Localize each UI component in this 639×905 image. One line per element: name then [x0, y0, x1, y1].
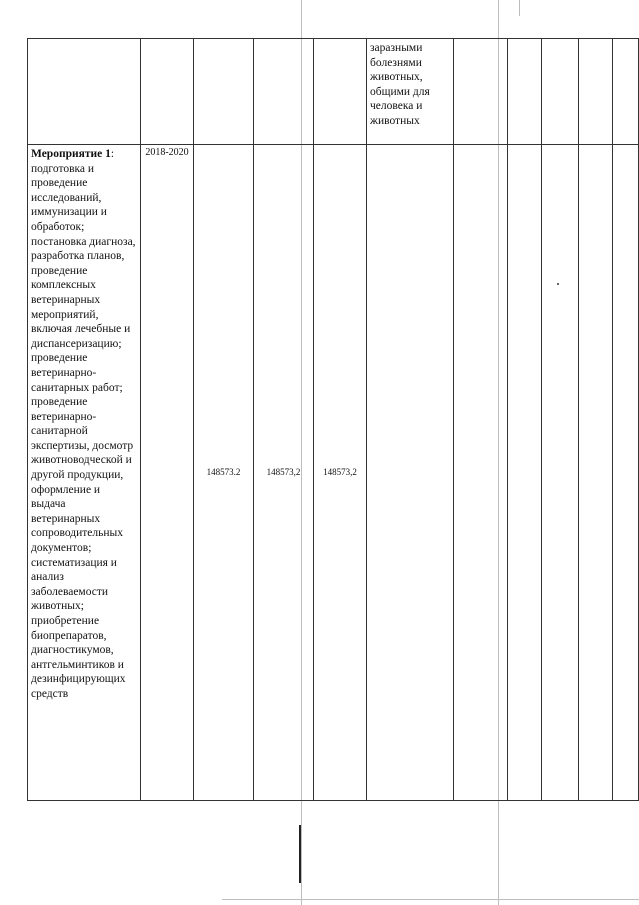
cell-empty: [314, 39, 367, 145]
cell-empty: [613, 145, 639, 801]
cell-amount-3: 148573,2: [314, 145, 367, 801]
scan-line-horizontal-bottom: [222, 899, 639, 900]
table-row-measure-1: [28, 145, 639, 801]
scan-line-vertical-edge: [519, 0, 520, 16]
cell-empty: [141, 39, 194, 145]
cell-diseases-text: заразными болезнями животных, общими для человека и животных: [367, 39, 454, 145]
measure-description: : подготовка и проведение исследований, иммунизации и обработок; постановка диагноза, разработка планов, проведение комплексных ветеринарных мероприятий, включая лечебные и диспансеризацию; проведение ветеринарно-санитарных работ; проведение ветеринарно-санитарной экспертизы, досмотр животноводческой и другой продукции, оформление и выдача ветеринарных сопроводительных документов; систематизация и анализ заболеваемости животных; приобретение биопрепаратов, диагностикумов, антгельминтиков и дезинфицирующих средств: [31, 148, 136, 700]
program-table: [27, 38, 639, 801]
cell-amount-1: 148573.2: [194, 145, 254, 801]
cell-empty: [194, 39, 254, 145]
cell-empty: [579, 39, 613, 145]
cell-empty: [613, 39, 639, 145]
cell-years: 2018-2020: [141, 145, 194, 801]
cell-measure-description: [28, 145, 141, 801]
cell-amount-2: 148573,2: [254, 145, 314, 801]
cell-empty: [508, 39, 542, 145]
cell-empty: [454, 145, 508, 801]
cell-empty: [542, 145, 579, 801]
cell-empty: [579, 145, 613, 801]
cell-empty: [367, 145, 454, 801]
cell-empty: [254, 39, 314, 145]
measure-title: Мероприятие 1: [31, 148, 111, 160]
scan-mark-bottom: [299, 825, 301, 883]
table-row-top: [28, 39, 639, 145]
cell-empty: [454, 39, 508, 145]
cell-empty: [542, 39, 579, 145]
cell-empty: [28, 39, 141, 145]
cell-empty: [508, 145, 542, 801]
